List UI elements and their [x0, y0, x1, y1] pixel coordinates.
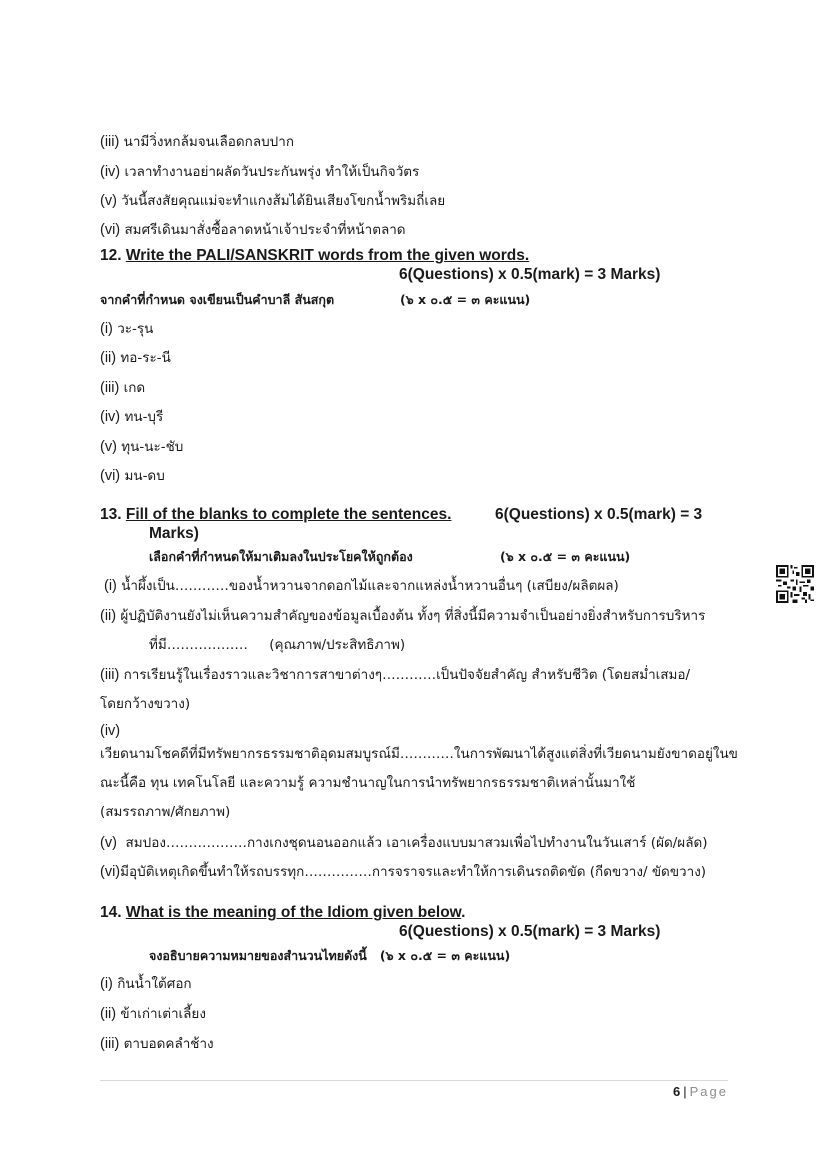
q13-marks-cont: Marks)	[149, 525, 199, 542]
list-item: (ii) ผู้ปฏิบัติงานยังไม่เห็นความสำคัญของข้อมูลเบื้องต้น ทั้งๆ ที่สิ่งนี้มีความจำเป็นอย่างยิ่งสำหรับการบริหาร	[100, 608, 706, 624]
list-item: (i) กินน้ำใต้ศอก	[100, 976, 192, 992]
list-item: (ii) ทอ-ระ-นี	[100, 350, 171, 366]
list-item: (iv) ทน-บุรี	[100, 409, 164, 425]
list-item: (vi)มีอุบัติเหตุเกิดขึ้นทำให้รถบรรทุก……………การจราจรและทำให้การเดินรถติดขัด (กีดขวาง/ ขัดขวาง)	[100, 864, 707, 880]
q14-thai-instruction: จงอธิบายความหมายของสำนวนไทยดังนี้ (๖ x ๐.๕ = ๓ คะแนน)	[149, 948, 511, 963]
list-item: (iv) เวลาทำงานอย่าผลัดวันประกันพรุ่ง ทำให้เป็นกิจวัตร	[100, 164, 420, 180]
list-item-cont: (สมรรถภาพ/ศักยภาพ)	[100, 804, 231, 820]
footer-divider	[100, 1080, 728, 1081]
list-item: (i) วะ-รุน	[100, 321, 154, 337]
q12-marks: 6(Questions) x 0.5(mark) = 3 Marks)	[399, 266, 661, 283]
list-item: (iii) การเรียนรู้ในเรื่องราวและวิชาการสาขาต่างๆ…………เป็นปัจจัยสำคัญ สำหรับชีวิต (โดยสม่ำเสมอ/	[100, 667, 691, 683]
page-word: Page	[689, 1084, 728, 1099]
q13-marks: 6(Questions) x 0.5(mark) = 3	[495, 506, 703, 523]
list-item-cont: ณะนี้คือ ทุน เทคโนโลยี และความรู้ ความชำนาญในการนำทรัพยากรธรรมชาติเหล่านั้นมาใช้	[100, 775, 636, 791]
list-item-cont: เวียดนามโชคดีที่มีทรัพยากรธรรมชาติอุดมสมบูรณ์มี…………ในการพัฒนาได้สูงแต่สิ่งที่เวียดนามยังขาดอยู่ในข	[100, 746, 738, 762]
list-item-cont: ที่มี……………… (คุณภาพ/ประสิทธิภาพ)	[149, 637, 406, 653]
q12-thai-instruction: จากคำที่กำหนด จงเขียนเป็นคำบาลี สันสกุต	[100, 292, 335, 307]
list-item-cont: โดยกว้างขวาง)	[100, 696, 191, 712]
list-item: (iii) นามีวิ่งหกล้มจนเลือดกลบปาก	[100, 134, 294, 150]
list-item: (v) ทุน-นะ-ชับ	[100, 439, 184, 455]
q12-thai-marks: (๖ x ๐.๕ = ๓ คะแนน)	[400, 292, 531, 307]
qr-code-icon	[776, 565, 814, 603]
list-item: (v) สมปอง………………กางเกงชุดนอนออกแล้ว เอาเครื่องแบบมาสวมเพื่อไปทำงานในวันเสาร์ (ผัด/ผลัด)	[100, 835, 708, 851]
list-item: (ii) ข้าเก่าเต่าเลี้ยง	[100, 1006, 206, 1022]
q13-thai-instruction: เลือกคำที่กำหนดให้มาเติมลงในประโยคให้ถูกต้อง	[149, 549, 413, 564]
list-item: (iii) เกด	[100, 380, 146, 396]
list-item: (vi) สมศรีเดินมาสั่งซื้อลาดหน้าเจ้าประจำที่หน้าตลาด	[100, 222, 406, 238]
page-number: 6	[673, 1084, 681, 1099]
q12-heading: 12. Write the PALI/SANSKRIT words from the given words.	[100, 247, 530, 264]
q14-marks: 6(Questions) x 0.5(mark) = 3 Marks)	[399, 923, 661, 940]
list-item: (vi) มน-ดบ	[100, 468, 165, 484]
q13-heading: 13. Fill of the blanks to complete the sentences.	[100, 506, 452, 523]
q13-thai-marks: (๖ x ๐.๕ = ๓ คะแนน)	[500, 549, 631, 564]
list-item: (iii) ตาบอดคลำช้าง	[100, 1036, 214, 1052]
list-item: (v) วันนี้สงสัยคุณแม่จะทำแกงส้มได้ยินเสียงโขกน้ำพริมถี่เลย	[100, 193, 446, 209]
list-item: (iv)	[100, 723, 121, 739]
list-item: (i) น้ำผึ้งเป็น…………ของน้ำหวานจากดอกไม้และจากแหล่งน้ำหวานอื่นๆ (เสบียง/ผลิตผล)	[104, 578, 619, 594]
q14-heading: 14. What is the meaning of the Idiom given below.	[100, 904, 466, 921]
page-footer: 6 | Page	[673, 1084, 728, 1099]
